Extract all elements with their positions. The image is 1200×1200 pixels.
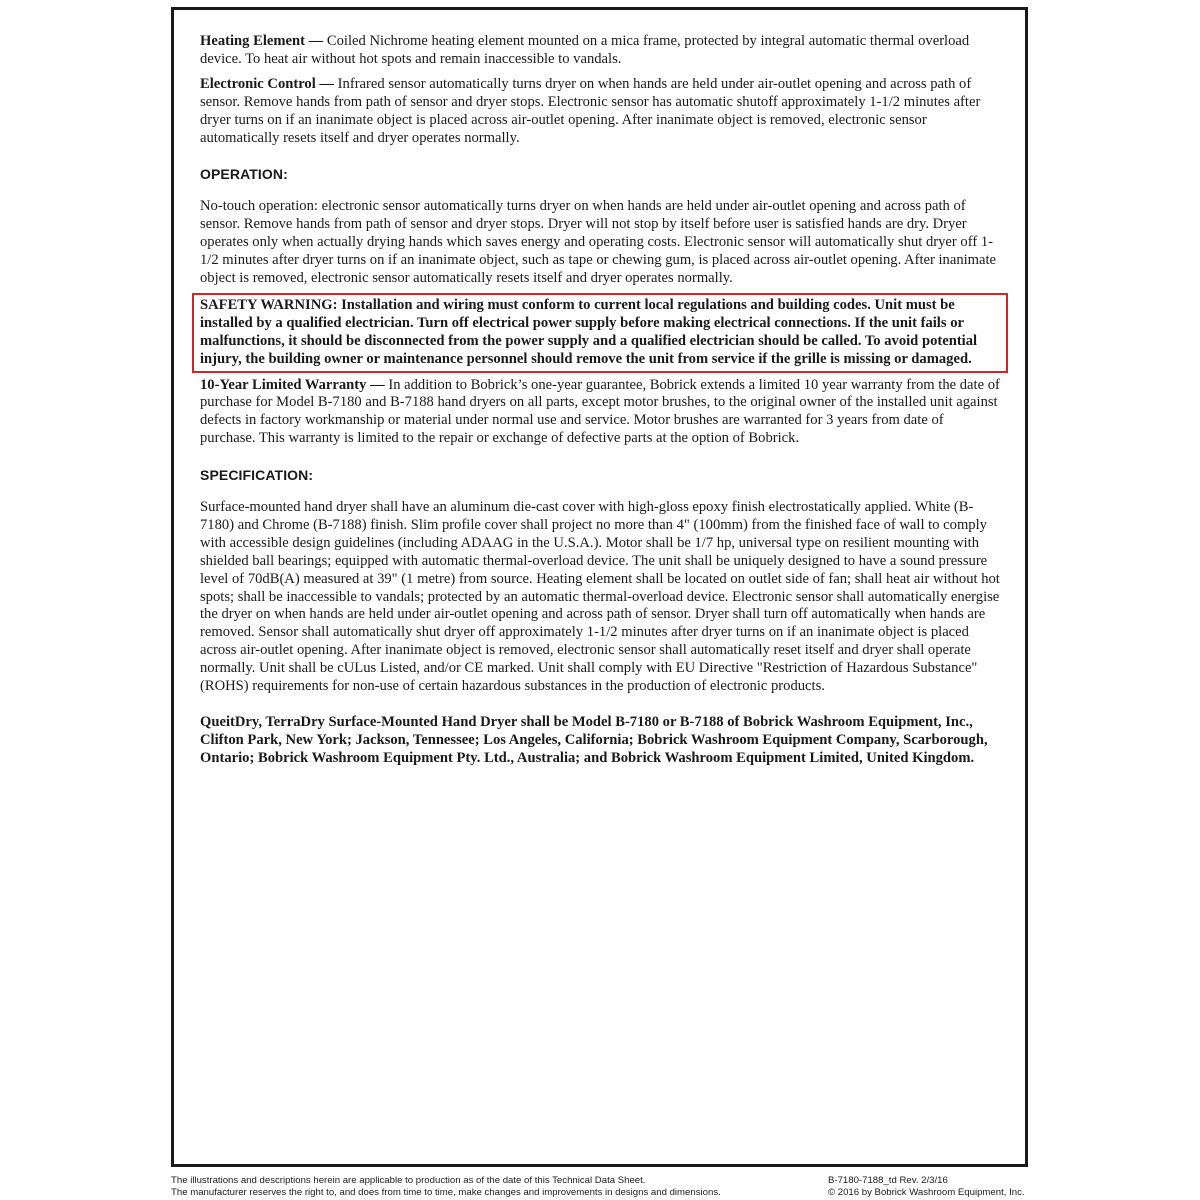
closing-statement: QueitDry, TerraDry Surface-Mounted Hand Dryer shall be Model B-7180 or B-7188 of Bobrick Washroom Equipment, Inc., Clifton Park, New York; Jackson, Tennessee; Los Angeles, California; Bobrick Washroom Equipment Company, Scarborough, Ontario; Bobrick Washroom Equipment Pty. Ltd., Australia; and Bobrick Washroom Equipment Limited, United Kingdom. [200,714,988,766]
footer-copyright: © 2016 by Bobrick Washroom Equipment, Inc. [828,1187,1025,1198]
heating-element-paragraph [200,33,1000,69]
electronic-control-text: Infrared sensor automatically turns dryer on when hands are held under air-outlet opening and across path of sensor. Remove hands from path of sensor and dryer stops. Electronic sensor has automatic shutoff approximately 1-1/2 minutes after dryer turns on if an inanimate object is placed across air-outlet opening. After inanimate object is removed, electronic sensor automatically resets itself and dryer operates normally. [200,75,981,146]
data-sheet-content [200,33,1000,768]
electronic-control-paragraph [200,76,1000,148]
footer-disclaimer [171,1175,721,1199]
footer-disclaimer-line2: The manufacturer reserves the right to, and does from time to time, make changes and improvements in designs and dimensions. [171,1187,721,1198]
specification-heading: SPECIFICATION: [200,467,314,484]
electronic-control-title: Electronic Control — [200,75,335,92]
safety-warning-box [192,293,1008,373]
heating-element-text: Coiled Nichrome heating element mounted on a mica frame, protected by integral automatic thermal overload device. To heat air without hot spots and remain inaccessible to vandals. [200,33,970,67]
footer-doc-id: B-7180-7188_td Rev. 2/3/16 [828,1175,948,1186]
footer-disclaimer-line1: The illustrations and descriptions herein are applicable to production as of the date of this Technical Data Sheet. [171,1175,646,1186]
heating-element-title: Heating Element — [200,33,324,49]
warranty-title: 10-Year Limited Warranty — [200,376,385,393]
specification-text: Surface-mounted hand dryer shall have an aluminum die-cast cover with high-gloss epoxy finish electrostatically applied. White (B-7180) and Chrome (B-7188) finish. Slim profile cover shall project no more than 4" (100mm) from the finished face of wall to comply with accessible design guidelines (including ADAAG in the U.S.A.). Motor shall be 1/7 hp, universal type on resilient mounting with shielded ball bearings; equipped with automatic thermal-overload device. The unit shall be uniquely designed to have a sound pressure level of 70dB(A) measured at 39" (1 metre) from source. Heating element shall be located on outlet side of fan; shall heat air without hot spots; shall be inaccessible to vandals; protected by an automatic thermal-overload device. Electronic sensor shall automatically energise the dryer on when hands are held under air-outlet opening and across path of sensor. Dryer shall turn off automatically when hands are removed. Sensor shall automatically shut dryer off approximately 1-1/2 minutes after dryer turns on if an inanimate object is placed across air-outlet opening. After inanimate object is removed, electronic sensor shall automatically reset itself and dryer shall operate normally. Unit shall be cULus Listed, and/or CE marked. Unit shall comply with EU Directive "Restriction of Hazardous Substance" (ROHS) requirements for non-use of certain hazardous substances in the production of electronic products. [200,499,1000,695]
warranty-text: In addition to Bobrick’s one-year guarantee, Bobrick extends a limited 10 year warranty from the date of purchase for Model B-7180 and B-7188 hand dryers on all parts, except motor brushes, to the original owner of the installed unit against defects in factory workmanship or material under normal use and service. Motor brushes are warranted for 3 years from date of purchase. This warranty is limited to the repair or exchange of defective parts at the option of Bobrick. [200,376,1000,447]
safety-warning-text: SAFETY WARNING: Installation and wiring must conform to current local regulations and building codes. Unit must be installed by a qualified electrician. Turn off electrical power supply before making electrical connections. If the unit fails or malfunctions, it should be disconnected from the power supply and a qualified electrician should be called. To avoid potential injury, the building owner or maintenance personnel should remove the unit from service if the grille is missing or damaged. [200,296,978,367]
footer-document-info [828,1175,1025,1199]
operation-text: No-touch operation: electronic sensor automatically turns dryer on when hands are held under air-outlet opening and across path of sensor. Remove hands from path of sensor and dryer stops. Dryer will not stop by itself before user is satisfied hands are dry. Dryer operates only when actually drying hands which saves energy and operating costs. Electronic sensor will automatically shut dryer off 1-1/2 minutes after dryer turns on if an inanimate object, such as tape or chewing gum, is placed across air-outlet opening. After inanimate object is removed, electronic sensor automatically resets itself and dryer operates normally. [200,198,997,286]
operation-heading: OPERATION: [200,166,288,183]
warranty-paragraph [200,377,1000,449]
